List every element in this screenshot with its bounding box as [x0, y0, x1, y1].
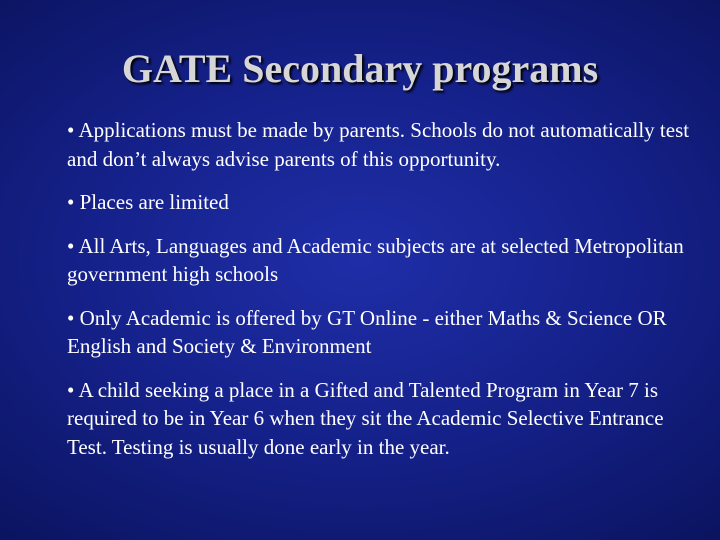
bullet-selective-test: • A child seeking a place in a Gifted and Talented Program in Year 7 is required to be in Year 6 when they sit the Academic Selective Entrance Test. Testing is usually done early in the year.	[67, 377, 664, 459]
slide-title: GATE Secondary programs	[121, 46, 599, 91]
bullet-arts-languages: • All Arts, Languages and Academic subjects are at selected Metropolitan government high schools	[67, 233, 684, 286]
bullet-places-limited: • Places are limited	[67, 190, 229, 214]
bullet-list	[67, 116, 707, 476]
bullet-gt-online: • Only Academic is offered by GT Online - either Maths & Science OR English and Society & Environment	[67, 305, 667, 358]
bullet-applications: • Applications must be made by parents. Schools do not automatically test and don’t always advise parents of this opportunity.	[67, 118, 690, 171]
